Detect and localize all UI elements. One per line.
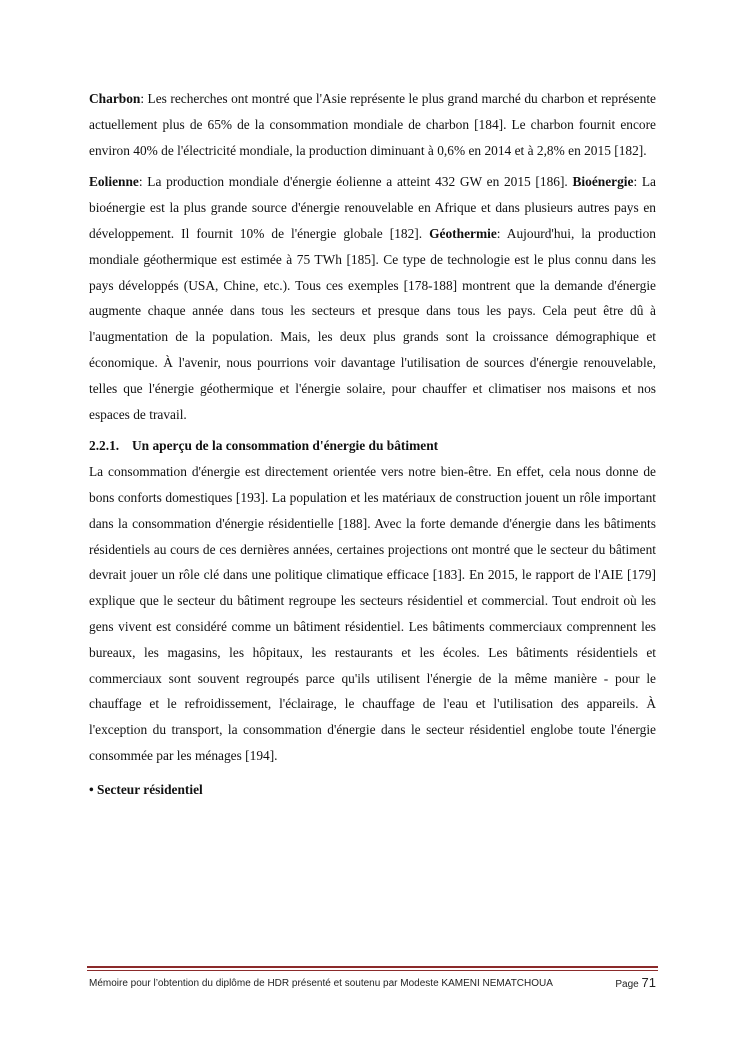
footer-rule-thin	[87, 970, 658, 971]
bullet-heading: • Secteur résidentiel	[89, 781, 203, 797]
paragraph-charbon	[89, 86, 656, 163]
section-heading	[89, 433, 656, 459]
term-geothermie: Géothermie	[429, 225, 497, 241]
text-eolienne: : La production mondiale d'énergie éolienne a atteint 432 GW en 2015 [186].	[138, 174, 573, 190]
section-title: Un aperçu de la consommation d'énergie du bâtiment	[132, 438, 439, 454]
page-number: 71	[641, 975, 656, 990]
term-bioenergie: Bioénergie	[572, 174, 634, 190]
section-body: La consommation d'énergie est directement orientée vers notre bien-être. En effet, cela nous donne de bons conforts domestiques [193]. La population et les matériaux de construction jouent un rôle important dans la consommation d'énergie résidentielle [188]. Avec la forte demande d'énergie dans les bâtiments résidentiels au cours de ces dernières années, certaines projections ont montré que le secteur du bâtiment devrait jouer un rôle clé dans une politique climatique efficace [183]. En 2015, le rapport de l'AIE [179] explique que le secteur du bâtiment regroupe les secteurs résidentiel et commercial. Tout endroit où les gens vivent est considéré comme un bâtiment résidentiel. Les bâtiments commerciaux comprennent les bureaux, les magasins, les hôpitaux, les restaurants et les écoles. Les bâtiments résidentiels et commerciaux sont souvent regroupés parce qu'ils utilisent l'énergie de la même manière - pour le chauffage et le refroidissement, l'éclairage, le chauffage de l'eau et l'utilisation des appareils. À l'exception du transport, la consommation d'énergie dans le secteur résidentiel englobe toute l'énergie consommée par les ménages [194].	[89, 464, 656, 763]
page-label: Page	[615, 979, 639, 990]
text-charbon: : Les recherches ont montré que l'Asie représente le plus grand marché du charbon et représente actuellement plus de 65% de la consommation mondiale de charbon [184]. Le charbon fournit encore environ 40% de l'électricité mondiale, la production diminuant à 0,6% en 2014 et à 2,8% en 2015 [182].	[89, 91, 656, 158]
text-bioenergie: : La bioénergie est la plus grande source d'énergie renouvelable en Afrique et dans plusieurs autres pays en développement. Il fournit 10% de l'énergie globale [182].	[89, 174, 656, 241]
footer-text: Mémoire pour l’obtention du diplôme de HDR présenté et soutenu par Modeste KAMENI NEMATCHOUA	[89, 978, 553, 989]
term-charbon: Charbon	[89, 91, 141, 106]
footer-rule-thick	[87, 966, 658, 968]
page-indicator	[615, 975, 656, 990]
page-body	[89, 86, 656, 803]
text-geothermie: : Aujourd'hui, la production mondiale géothermique est estimée à 75 TWh [185]. Ce type de technologie est le plus connu dans les pays développés (USA, Chine, etc.). Tous ces exemples [178-188] montrent que la demande d'énergie augmente chaque année dans tous les secteurs et presque dans tous les pays. Cela peut être dû à l'augmentation de la population. Mais, les deux plus grands sont la croissance démographique et économique. À l'avenir, nous pourrions voir davantage l'utilisation de sources d'énergie renouvelable, telles que l'énergie géothermique et l'énergie solaire, pour chauffer et climatiser nos maisons et nos espaces de travail.	[89, 225, 656, 422]
term-eolienne: Eolienne	[89, 174, 139, 190]
section-number: 2.2.1.	[89, 438, 120, 454]
paragraph-energies	[89, 169, 656, 427]
page-footer	[89, 975, 656, 995]
